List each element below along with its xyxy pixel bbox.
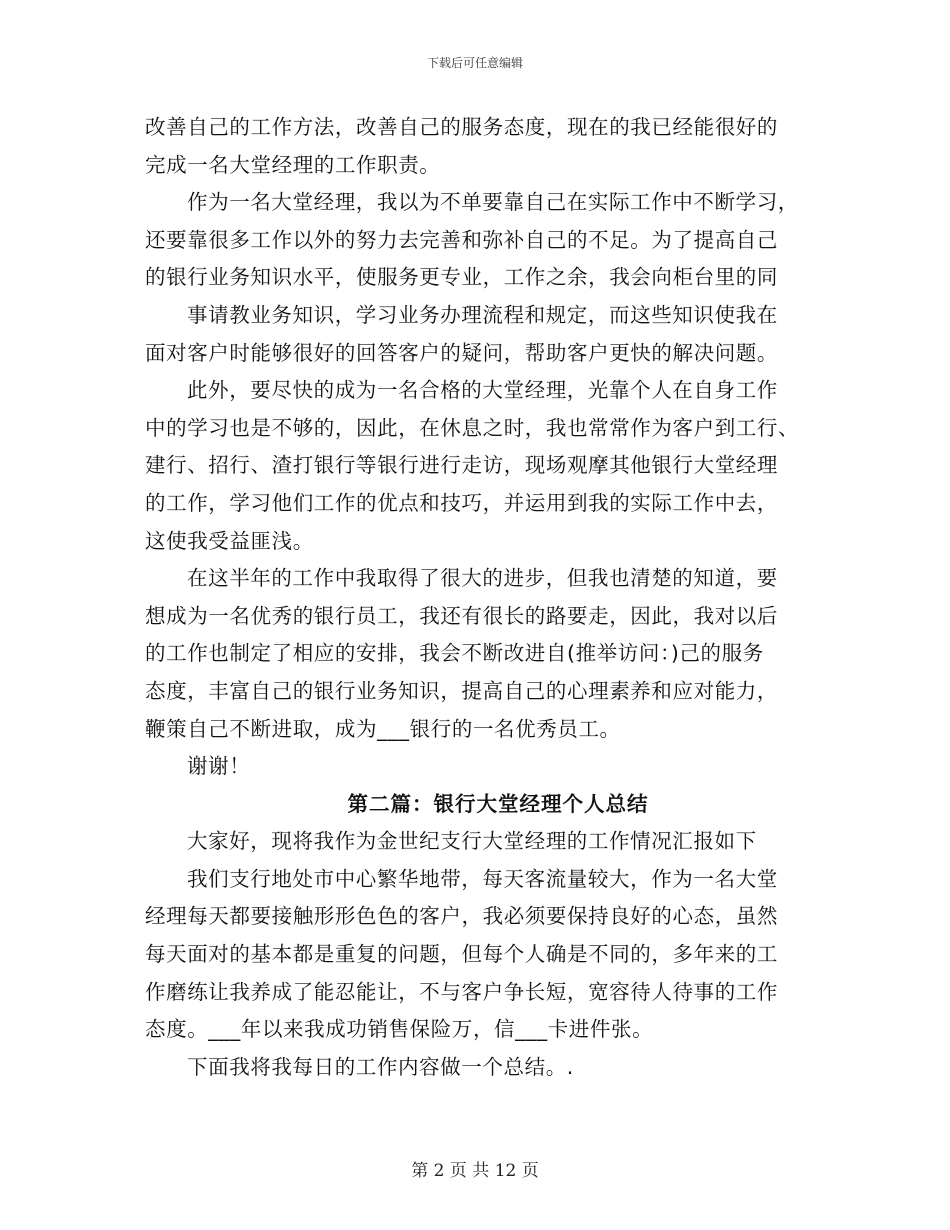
body-line: 建行、招行、渣打银行等银行进行走访，现场观摩其他银行大堂经理: [145, 453, 778, 478]
body-line: 完成一名大堂经理的工作职责。: [145, 152, 441, 177]
body-line: 谢谢！: [187, 754, 251, 779]
body-line: 我们支行地处市中心繁华地带，每天客流量较大，作为一名大堂: [187, 866, 778, 891]
body-line: 下面我将我每日的工作内容做一个总结。.: [187, 1054, 574, 1079]
body-line: 的工作也制定了相应的安排，我会不断改进自(推举访问：)己的服务: [145, 641, 764, 666]
body-line: 在这半年的工作中我取得了很大的进步，但我也清楚的知道，要: [187, 566, 778, 591]
body-line: 的工作，学习他们工作的优点和技巧，并运用到我的实际工作中去，: [145, 490, 778, 515]
body-line: 态度，丰富自己的银行业务知识，提高自己的心理素养和应对能力，: [145, 678, 778, 703]
body-line: 作为一名大堂经理，我以为不单要靠自己在实际工作中不断学习，: [187, 190, 799, 215]
body-line: 每天面对的基本都是重复的问题，但每个人确是不同的，多年来的工: [145, 942, 778, 967]
body-line: 经理每天都要接触形形色色的客户，我必须要保持良好的心态，虽然: [145, 904, 778, 929]
body-line: 的银行业务知识水平，使服务更专业，工作之余，我会向柜台里的同: [145, 265, 778, 290]
body-line: 事请教业务知识，学习业务办理流程和规定，而这些知识使我在: [187, 302, 778, 327]
body-line: 面对客户时能够很好的回答客户的疑问，帮助客户更快的解决问题。: [145, 340, 778, 365]
section-heading: 第二篇：银行大堂经理个人总结: [347, 791, 649, 816]
page-footer: 第 2 页 共 12 页: [411, 1161, 539, 1181]
body-line: 作磨练让我养成了能忍能让，不与客户争长短，宽容待人待事的工作: [145, 979, 778, 1004]
body-line: 鞭策自己不断进取，成为___银行的一名优秀员工。: [145, 716, 621, 741]
body-line: 中的学习也是不够的，因此，在休息之时，我也常常作为客户到工行、: [145, 415, 800, 440]
body-line: 大家好，现将我作为金世纪支行大堂经理的工作情况汇报如下: [187, 829, 757, 854]
document-body: [145, 109, 815, 1086]
body-line: 改善自己的工作方法，改善自己的服务态度，现在的我已经能很好的: [145, 115, 778, 139]
body-line: 还要靠很多工作以外的努力去完善和弥补自己的不足。为了提高自己: [145, 227, 778, 252]
body-line: 此外，要尽快的成为一名合格的大堂经理，光靠个人在自身工作: [187, 378, 778, 403]
page-header: 下载后可任意编辑: [426, 56, 523, 70]
body-line: 这使我受益匪浅。: [145, 528, 314, 553]
body-line: 态度。___年以来我成功销售保险万，信___卡进件张。: [145, 1017, 654, 1042]
body-line: 想成为一名优秀的银行员工，我还有很长的路要走，因此，我对以后: [145, 603, 778, 628]
